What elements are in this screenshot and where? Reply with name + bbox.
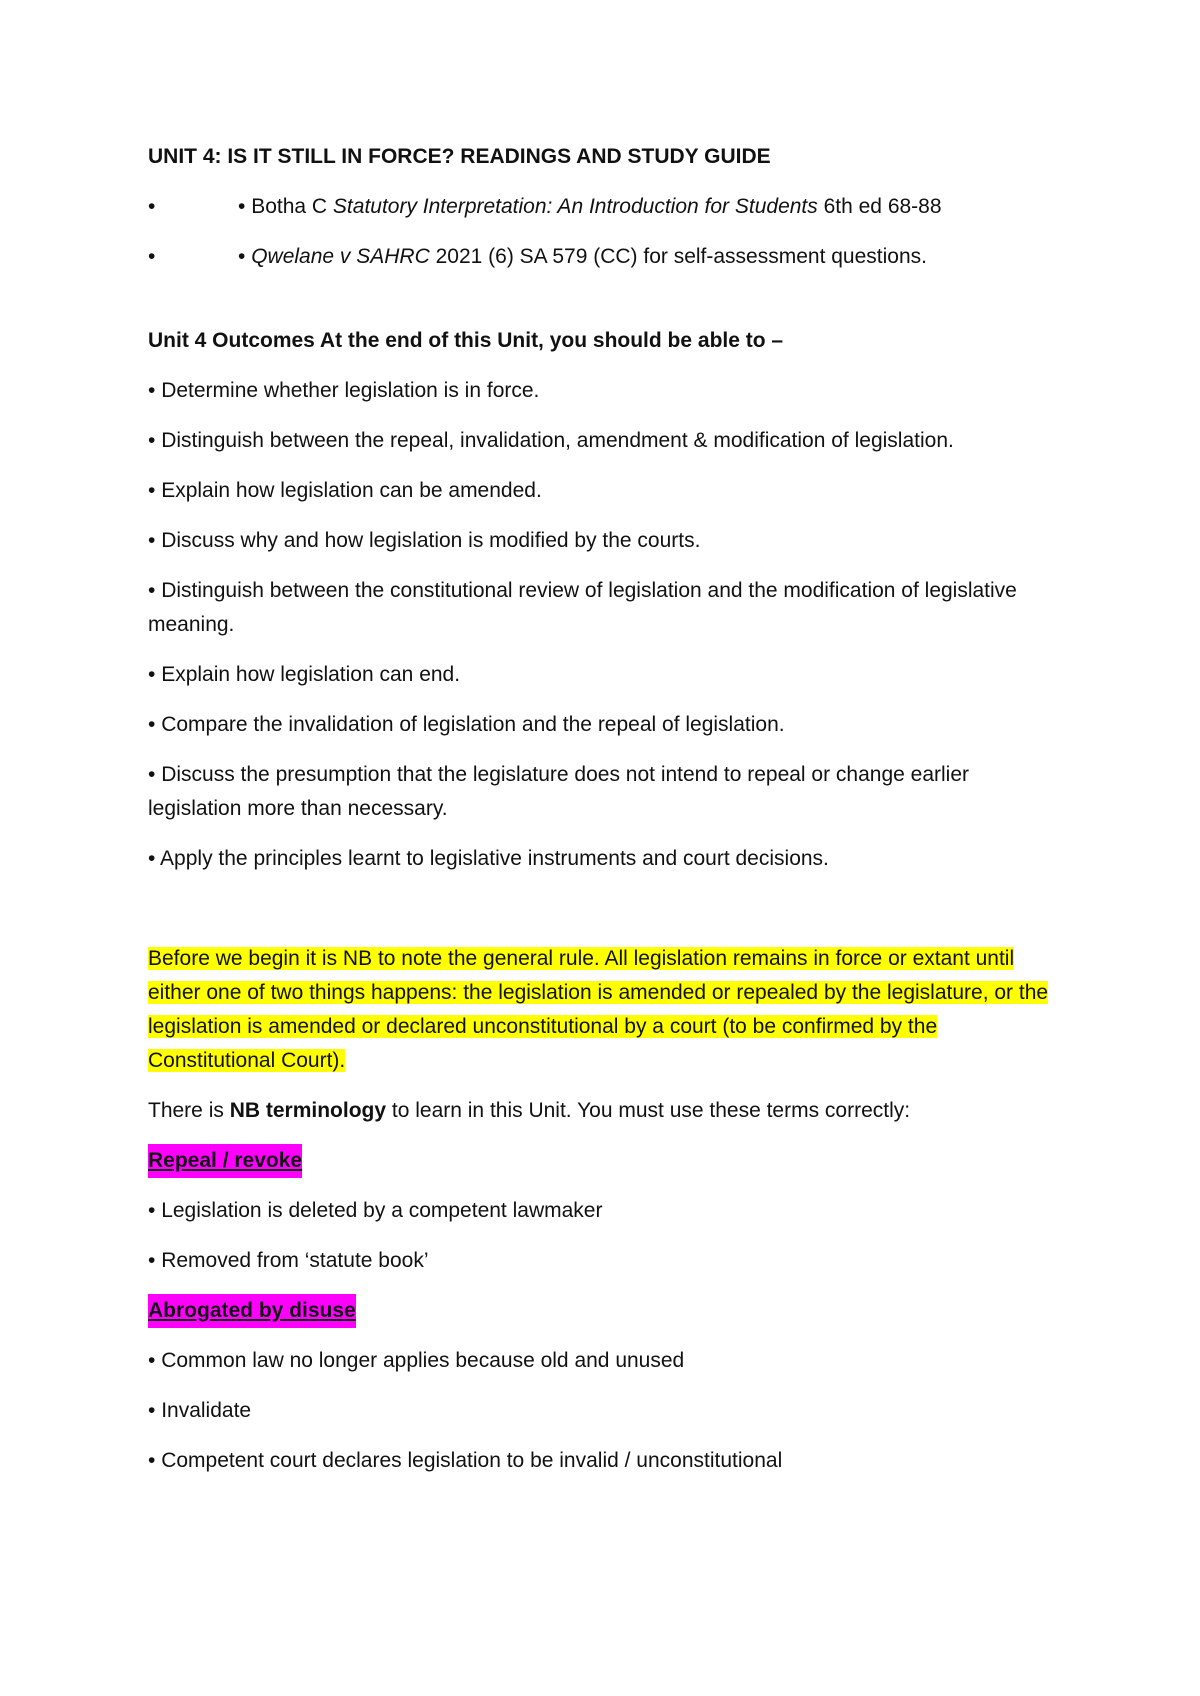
list-item: [148, 1344, 1068, 1378]
list-bullet: •: [148, 763, 156, 786]
terminology-intro-before: There is: [148, 1099, 230, 1122]
list-item: [148, 1194, 1068, 1228]
list-bullet: •: [148, 1349, 156, 1372]
terminology-intro-bold: NB terminology: [229, 1099, 387, 1122]
outcome-text: Explain how legislation can end.: [161, 663, 461, 686]
outcome-text: Distinguish between the constitutional review of legislation and the modification of legislative meaning.: [148, 579, 1017, 636]
general-rule-paragraph: [148, 942, 1068, 1078]
term-section-repeal: [148, 1144, 1068, 1278]
list-bullet: •: [148, 245, 156, 268]
list-bullet: •: [148, 1249, 156, 1272]
outcome-text: Apply the principles learnt to legislative instruments and court decisions.: [160, 847, 829, 870]
terminology-intro-after: to learn in this Unit. You must use these terms correctly:: [386, 1099, 911, 1122]
reading-item: [148, 240, 1068, 274]
term-point: Invalidate: [161, 1399, 252, 1422]
general-rule-highlight: Before we begin it is NB to note the general rule. All legislation remains in force or extant until either one of two things happens: the legislation is amended or repealed by the legislature, or the legislation is amended or declared unconstitutional by a court (to be confirmed by the Constitutional Court).: [148, 947, 1049, 1072]
list-bullet: •: [148, 579, 156, 602]
outcome-text: Explain how legislation can be amended.: [161, 479, 542, 502]
list-item: [148, 658, 1068, 692]
section-spacer: [148, 892, 1068, 942]
outcomes-list: [148, 374, 1068, 876]
list-bullet: •: [148, 1449, 156, 1472]
reading-prefix: Botha C: [251, 195, 333, 218]
list-item: [148, 1244, 1068, 1278]
term-heading: Repeal / revoke: [148, 1144, 302, 1178]
list-item: [148, 708, 1068, 742]
list-item: [148, 424, 1068, 458]
term-point: Common law no longer applies because old and unused: [161, 1349, 685, 1372]
reading-suffix: 2021 (6) SA 579 (CC) for self-assessment questions.: [429, 245, 927, 268]
term-section-abrogated: [148, 1294, 1068, 1478]
inner-bullet: •: [238, 245, 246, 268]
outcome-text: Distinguish between the repeal, invalidation, amendment & modification of legislation.: [161, 429, 954, 452]
list-bullet: •: [148, 379, 156, 402]
list-bullet: •: [148, 663, 156, 686]
list-item: [148, 758, 1068, 826]
inner-bullet: •: [238, 195, 246, 218]
outcomes-heading: Unit 4 Outcomes At the end of this Unit, you should be able to –: [148, 329, 784, 352]
term-point: Competent court declares legislation to be invalid / unconstitutional: [161, 1449, 783, 1472]
list-bullet: •: [148, 1199, 156, 1222]
list-item: [148, 574, 1068, 642]
list-bullet: •: [148, 847, 156, 870]
list-bullet: •: [148, 195, 156, 218]
list-bullet: •: [148, 429, 156, 452]
list-item: [148, 374, 1068, 408]
outcome-text: Discuss why and how legislation is modified by the courts.: [161, 529, 701, 552]
reading-suffix: 6th ed 68-88: [817, 195, 942, 218]
list-bullet: •: [148, 529, 156, 552]
list-item: [148, 842, 1068, 876]
list-bullet: •: [148, 479, 156, 502]
outcome-text: Compare the invalidation of legislation and the repeal of legislation.: [161, 713, 785, 736]
list-bullet: •: [148, 1399, 156, 1422]
document-page: [148, 140, 1068, 1494]
term-heading: Abrogated by disuse: [148, 1294, 356, 1328]
readings-list: [148, 190, 1068, 274]
list-item: [148, 524, 1068, 558]
page-title: UNIT 4: IS IT STILL IN FORCE? READINGS AND STUDY GUIDE: [148, 145, 771, 168]
reading-title: Qwelane v SAHRC: [251, 245, 430, 268]
term-point: Legislation is deleted by a competent lawmaker: [161, 1199, 603, 1222]
list-item: [148, 1444, 1068, 1478]
list-bullet: •: [148, 713, 156, 736]
term-point: Removed from ‘statute book’: [161, 1249, 429, 1272]
outcome-text: Discuss the presumption that the legislature does not intend to repeal or change earlier legislation more than necessary.: [148, 763, 970, 820]
list-item: [148, 474, 1068, 508]
reading-item: [148, 190, 1068, 224]
list-item: [148, 1394, 1068, 1428]
outcome-text: Determine whether legislation is in force.: [161, 379, 540, 402]
reading-title: Statutory Interpretation: An Introduction for Students: [332, 195, 818, 218]
terminology-intro: [148, 1094, 1068, 1128]
